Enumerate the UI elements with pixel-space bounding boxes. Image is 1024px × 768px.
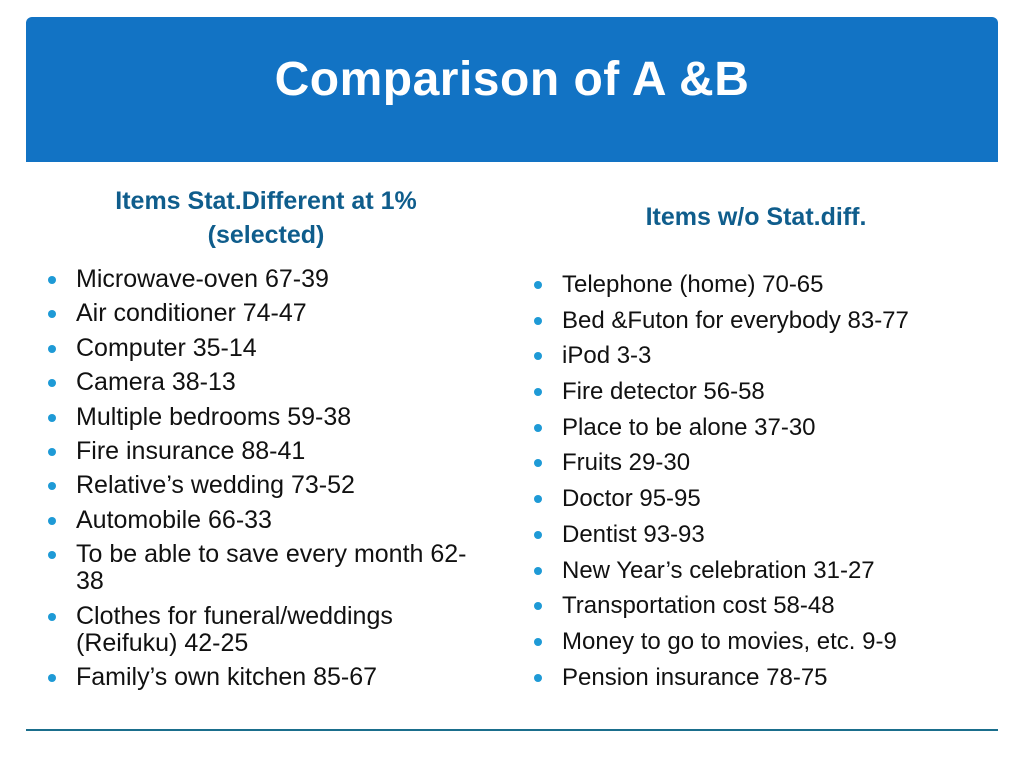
- list-item: [534, 342, 984, 370]
- list-item-text: Fruits 29-30: [562, 449, 691, 477]
- list-item: [48, 438, 488, 465]
- list-item: [534, 271, 984, 299]
- right-item-list: [534, 271, 984, 699]
- left-column-heading: [50, 184, 482, 252]
- list-item-text: Place to be alone 37-30: [562, 413, 816, 441]
- list-item: [534, 664, 984, 692]
- slide-title: Comparison of A &B: [274, 53, 750, 106]
- list-item-text: Microwave-oven 67-39: [76, 265, 329, 293]
- list-item-text: Computer 35-14: [76, 333, 257, 362]
- list-item: [48, 507, 488, 534]
- list-item: [534, 485, 984, 513]
- list-item-text: Money to go to movies, etc. 9-9: [562, 627, 897, 655]
- list-item-text: Bed &Futon for everybody 83-77: [562, 306, 909, 334]
- list-item-text: Automobile 66-33: [76, 505, 272, 534]
- list-item-text: Pension insurance 78-75: [562, 663, 828, 691]
- bullet-icon: [534, 352, 542, 360]
- title-band: [26, 17, 998, 162]
- bullet-icon: [534, 424, 542, 432]
- bullet-icon: [534, 674, 542, 682]
- list-item: [48, 541, 488, 595]
- list-item: [534, 307, 984, 335]
- list-item-text: Clothes for funeral/weddings (Reifuku) 42-25: [76, 601, 393, 657]
- list-item: [48, 472, 488, 499]
- bullet-icon: [48, 345, 56, 353]
- list-item: [534, 378, 984, 406]
- bullet-icon: [534, 602, 542, 610]
- list-item: [48, 603, 488, 657]
- list-item-text: Fire detector 56-58: [562, 378, 765, 406]
- list-item-text: Air conditioner 74-47: [76, 299, 307, 328]
- list-item-text: Transportation cost 58-48: [562, 592, 835, 620]
- bullet-icon: [48, 310, 56, 318]
- right-column-heading: Items w/o Stat.diff.: [645, 203, 867, 231]
- list-item: [48, 664, 488, 691]
- list-item-text: To be able to save every month 62-38: [76, 540, 467, 596]
- list-item-text: Family’s own kitchen 85-67: [76, 662, 378, 691]
- bullet-icon: [48, 551, 56, 559]
- bullet-icon: [48, 517, 56, 525]
- list-item-text: iPod 3-3: [562, 342, 652, 370]
- bullet-icon: [534, 567, 542, 575]
- left-heading-line2: (selected): [207, 221, 325, 249]
- left-heading-line1: Items Stat.Different at 1%: [115, 187, 417, 215]
- list-item-text: Doctor 95-95: [562, 485, 701, 513]
- list-item: [48, 404, 488, 431]
- bullet-icon: [534, 459, 542, 467]
- bullet-icon: [534, 281, 542, 289]
- bullet-icon: [534, 317, 542, 325]
- list-item: [534, 449, 984, 477]
- bullet-icon: [48, 414, 56, 422]
- bullet-icon: [48, 276, 56, 284]
- list-item-text: Multiple bedrooms 59-38: [76, 402, 352, 431]
- list-item-text: New Year’s celebration 31-27: [562, 556, 875, 584]
- list-item-text: Dentist 93-93: [562, 520, 705, 548]
- list-item: [534, 628, 984, 656]
- bullet-icon: [48, 674, 56, 682]
- bullet-icon: [48, 379, 56, 387]
- bottom-divider: [26, 729, 998, 731]
- bullet-icon: [534, 388, 542, 396]
- list-item: [48, 335, 488, 362]
- left-item-list: [48, 266, 488, 698]
- bullet-icon: [48, 613, 56, 621]
- list-item: [48, 369, 488, 396]
- list-item: [534, 592, 984, 620]
- bullet-icon: [48, 448, 56, 456]
- bullet-icon: [534, 638, 542, 646]
- list-item-text: Camera 38-13: [76, 368, 236, 397]
- list-item: [48, 300, 488, 327]
- list-item: [48, 266, 488, 293]
- list-item: [534, 414, 984, 442]
- bullet-icon: [534, 531, 542, 539]
- bullet-icon: [534, 495, 542, 503]
- list-item-text: Fire insurance 88-41: [76, 436, 306, 465]
- list-item: [534, 521, 984, 549]
- bullet-icon: [48, 482, 56, 490]
- list-item-text: Relative’s wedding 73-52: [76, 471, 355, 500]
- list-item: [534, 557, 984, 585]
- list-item-text: Telephone (home) 70-65: [562, 271, 824, 298]
